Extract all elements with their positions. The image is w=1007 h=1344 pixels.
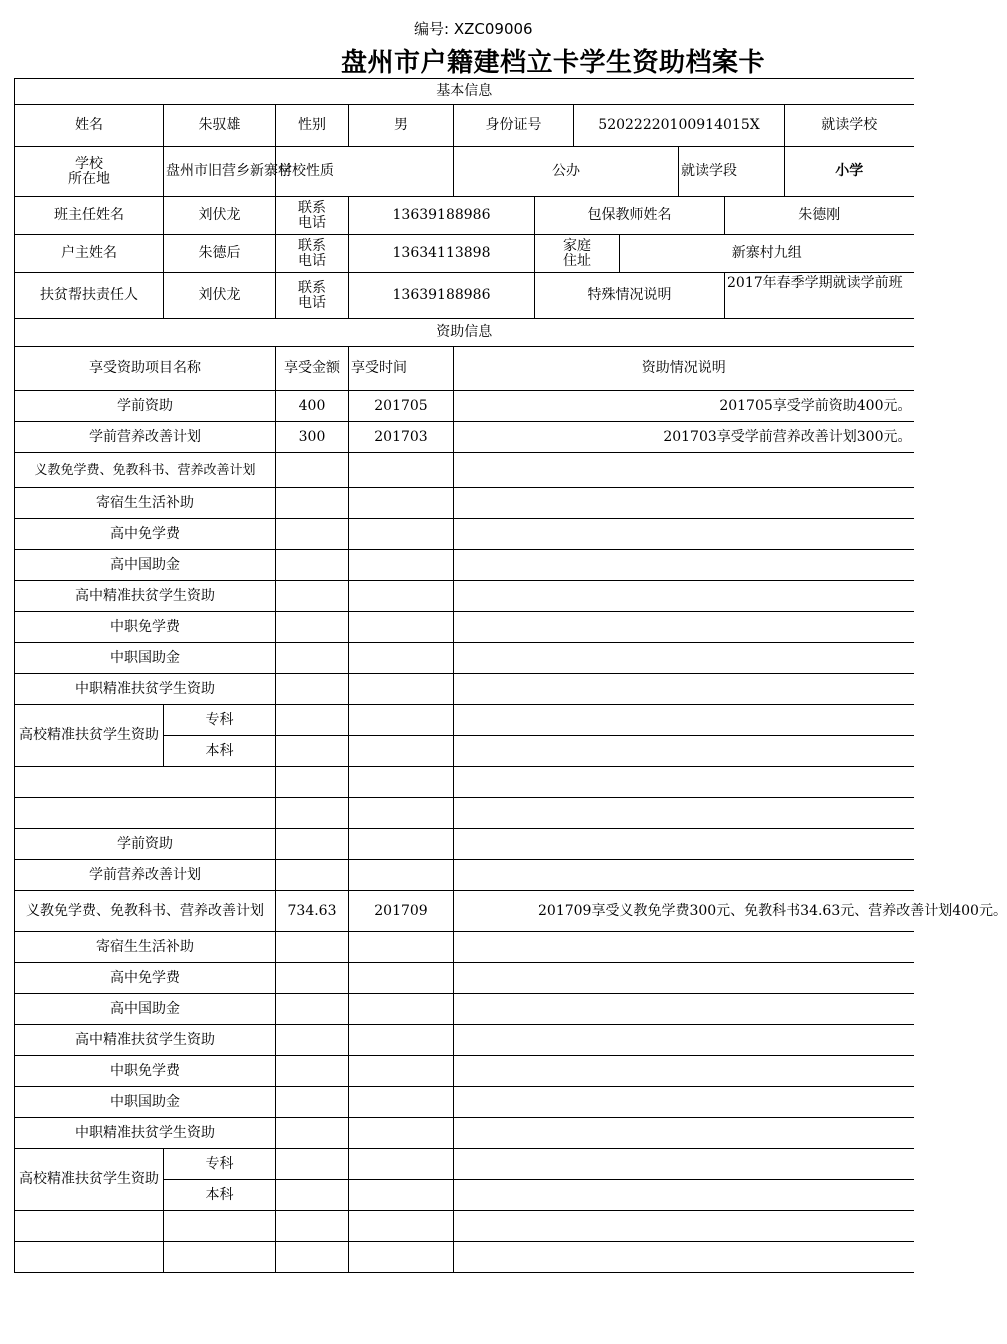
home-address-value: 新寨村九组	[620, 235, 914, 273]
table-row	[15, 1149, 914, 1180]
aid-amount	[276, 860, 349, 891]
aid-amount	[276, 581, 349, 612]
school-type-label: 学校性质	[276, 147, 454, 197]
table-row	[15, 1025, 914, 1056]
special-situation-label: 特殊情况说明	[535, 273, 725, 319]
poverty-helper-label: 扶贫帮扶责任人	[15, 273, 164, 319]
aid-time	[349, 1211, 454, 1242]
aid-item: 高中免学费	[15, 519, 276, 550]
table-row	[15, 422, 914, 453]
aid-desc	[454, 1149, 914, 1180]
aid-amount	[276, 963, 349, 994]
phone-label-line2: 电话	[298, 252, 326, 269]
aid-desc	[454, 932, 914, 963]
college-aid-label: 高校精准扶贫学生资助	[15, 705, 164, 767]
school-location-label-line1: 学校	[75, 155, 103, 172]
aid-subitem	[164, 1211, 276, 1242]
aid-item: 义教免学费、免教科书、营养改善计划	[15, 453, 276, 488]
college-sub-bachelor: 本科	[164, 1180, 276, 1211]
school-location-label-line2: 所在地	[68, 170, 110, 187]
aid-time	[349, 643, 454, 674]
aid-item: 寄宿生生活补助	[15, 932, 276, 963]
aid-amount	[276, 994, 349, 1025]
table-row	[15, 581, 914, 612]
aid-desc	[454, 1025, 914, 1056]
poverty-helper-phone: 13639188986	[349, 273, 535, 319]
aid-desc	[454, 963, 914, 994]
aid-time	[349, 932, 454, 963]
aid-desc	[454, 550, 914, 581]
aid-item	[15, 798, 276, 829]
aid-item: 高中国助金	[15, 994, 276, 1025]
aid-amount	[276, 550, 349, 581]
stage-label: 就读学段	[679, 147, 785, 197]
aid-desc	[454, 860, 914, 891]
school-type-value: 公办	[454, 147, 679, 197]
aid-amount	[276, 488, 349, 519]
college-sub-junior: 专科	[164, 1149, 276, 1180]
table-row	[15, 994, 914, 1025]
aid-desc	[454, 453, 914, 488]
aid-time	[349, 963, 454, 994]
id-value: 52022220100914015X	[574, 105, 785, 147]
householder-label: 户主姓名	[15, 235, 164, 273]
table-row	[15, 1056, 914, 1087]
aid-item: 义教免学费、免教科书、营养改善计划	[15, 891, 276, 932]
table-row	[15, 1118, 914, 1149]
gender-value: 男	[349, 105, 454, 147]
householder-phone: 13634113898	[349, 235, 535, 273]
phone-label-line2: 电话	[298, 294, 326, 311]
table-row	[15, 674, 914, 705]
table-row	[15, 798, 914, 829]
aid-time: 201705	[349, 391, 454, 422]
col-header-item: 享受资助项目名称	[15, 347, 276, 391]
college-aid-label: 高校精准扶贫学生资助	[15, 1149, 164, 1211]
table-row	[15, 1242, 914, 1273]
aid-desc	[454, 1180, 914, 1211]
guarantee-teacher-label: 包保教师姓名	[535, 197, 725, 235]
aid-desc	[454, 705, 914, 736]
college-sub-bachelor: 本科	[164, 736, 276, 767]
aid-item: 学前资助	[15, 829, 276, 860]
aid-amount	[276, 612, 349, 643]
aid-time: 201703	[349, 422, 454, 453]
aid-desc	[454, 1087, 914, 1118]
table-row	[15, 519, 914, 550]
col-header-amount: 享受金额	[276, 347, 349, 391]
aid-amount: 400	[276, 391, 349, 422]
archive-code	[414, 18, 533, 39]
aid-item: 高中免学费	[15, 963, 276, 994]
aid-item: 中职国助金	[15, 1087, 276, 1118]
aid-time	[349, 1149, 454, 1180]
aid-time	[349, 1056, 454, 1087]
aid-desc	[454, 1211, 914, 1242]
aid-item: 高中精准扶贫学生资助	[15, 1025, 276, 1056]
table-row	[15, 860, 914, 891]
aid-amount	[276, 736, 349, 767]
aid-time	[349, 1180, 454, 1211]
school-location-value: 盘州市旧营乡新寨村	[164, 147, 276, 197]
aid-amount	[276, 1056, 349, 1087]
aid-time	[349, 453, 454, 488]
special-situation-value: 2017年春季学期就读学前班	[725, 273, 914, 319]
aid-time	[349, 612, 454, 643]
aid-amount	[276, 519, 349, 550]
archive-code-value: XZC09006	[453, 20, 533, 38]
aid-desc	[454, 1056, 914, 1087]
name-label: 姓名	[15, 105, 164, 147]
poverty-helper-phone-label	[276, 273, 349, 319]
aid-amount	[276, 643, 349, 674]
gender-label: 性别	[276, 105, 349, 147]
table-row	[15, 391, 914, 422]
aid-amount	[276, 1180, 349, 1211]
aid-amount	[276, 798, 349, 829]
aid-desc	[454, 1118, 914, 1149]
table-row	[15, 488, 914, 519]
aid-time	[349, 736, 454, 767]
aid-amount: 300	[276, 422, 349, 453]
head-teacher-value: 刘伏龙	[164, 197, 276, 235]
aid-desc: 201709享受义教免学费300元、免教科书34.63元、营养改善计划400元。	[454, 891, 914, 932]
id-label: 身份证号	[454, 105, 574, 147]
table-row	[15, 612, 914, 643]
phone-label-line2: 电话	[298, 214, 326, 231]
aid-time	[349, 705, 454, 736]
aid-time	[349, 488, 454, 519]
aid-desc	[454, 736, 914, 767]
aid-time	[349, 1242, 454, 1273]
table-row	[15, 1087, 914, 1118]
aid-item: 学前营养改善计划	[15, 860, 276, 891]
aid-amount	[276, 1149, 349, 1180]
archive-table	[14, 78, 1007, 1273]
aid-item: 学前资助	[15, 391, 276, 422]
aid-item: 寄宿生生活补助	[15, 488, 276, 519]
stage-value: 小学	[785, 147, 914, 197]
aid-desc	[454, 488, 914, 519]
phone-label-line1: 联系	[298, 199, 326, 216]
home-address-label-line1: 家庭	[563, 237, 591, 254]
aid-desc	[454, 612, 914, 643]
head-teacher-phone: 13639188986	[349, 197, 535, 235]
aid-time	[349, 519, 454, 550]
aid-desc	[454, 767, 914, 798]
aid-item	[15, 767, 276, 798]
householder-value: 朱德后	[164, 235, 276, 273]
aid-item: 中职国助金	[15, 643, 276, 674]
aid-item: 学前营养改善计划	[15, 422, 276, 453]
basic-info-section: 基本信息	[15, 79, 914, 105]
aid-item: 中职精准扶贫学生资助	[15, 674, 276, 705]
aid-time	[349, 581, 454, 612]
aid-item	[15, 1242, 164, 1273]
aid-amount	[276, 705, 349, 736]
table-row	[15, 767, 914, 798]
aid-time	[349, 994, 454, 1025]
table-row	[15, 963, 914, 994]
aid-amount	[276, 1118, 349, 1149]
table-row	[15, 453, 914, 488]
head-teacher-label: 班主任姓名	[15, 197, 164, 235]
aid-amount	[276, 453, 349, 488]
aid-subitem	[164, 1242, 276, 1273]
aid-desc	[454, 829, 914, 860]
page-title: 盘州市户籍建档立卡学生资助档案卡	[341, 48, 766, 78]
aid-amount	[276, 932, 349, 963]
aid-time	[349, 767, 454, 798]
name-value: 朱驭雄	[164, 105, 276, 147]
school-label: 就读学校	[785, 105, 914, 147]
home-address-label-line2: 住址	[563, 252, 591, 269]
aid-item: 中职免学费	[15, 1056, 276, 1087]
table-row	[15, 1211, 914, 1242]
aid-item: 高中国助金	[15, 550, 276, 581]
aid-time	[349, 860, 454, 891]
aid-desc	[454, 1242, 914, 1273]
aid-time: 201709	[349, 891, 454, 932]
table-row	[15, 891, 914, 932]
aid-amount	[276, 674, 349, 705]
aid-desc	[454, 581, 914, 612]
poverty-helper-value: 刘伏龙	[164, 273, 276, 319]
home-address-label	[535, 235, 620, 273]
table-row	[15, 829, 914, 860]
aid-amount	[276, 1025, 349, 1056]
aid-time	[349, 1087, 454, 1118]
aid-item: 中职精准扶贫学生资助	[15, 1118, 276, 1149]
archive-code-label: 编号:	[414, 20, 450, 38]
aid-time	[349, 1118, 454, 1149]
aid-time	[349, 829, 454, 860]
aid-amount	[276, 1242, 349, 1273]
aid-amount	[276, 1211, 349, 1242]
table-row	[15, 932, 914, 963]
col-header-desc: 资助情况说明	[454, 347, 914, 391]
aid-desc: 201703享受学前营养改善计划300元。	[454, 422, 914, 453]
aid-time	[349, 550, 454, 581]
aid-amount: 734.63	[276, 891, 349, 932]
aid-time	[349, 674, 454, 705]
aid-time	[349, 1025, 454, 1056]
aid-desc	[454, 519, 914, 550]
aid-item: 高中精准扶贫学生资助	[15, 581, 276, 612]
phone-label-line1: 联系	[298, 279, 326, 296]
college-sub-junior: 专科	[164, 705, 276, 736]
aid-item	[15, 1211, 164, 1242]
aid-info-section: 资助信息	[15, 319, 914, 347]
phone-label-line1: 联系	[298, 237, 326, 254]
aid-desc	[454, 994, 914, 1025]
householder-phone-label	[276, 235, 349, 273]
aid-desc	[454, 798, 914, 829]
school-location-label	[15, 147, 164, 197]
aid-desc	[454, 674, 914, 705]
aid-time	[349, 798, 454, 829]
aid-amount	[276, 767, 349, 798]
col-header-time: 享受时间	[349, 347, 454, 391]
aid-desc	[454, 643, 914, 674]
head-teacher-phone-label	[276, 197, 349, 235]
aid-item: 中职免学费	[15, 612, 276, 643]
table-row	[15, 705, 914, 736]
aid-desc: 201705享受学前资助400元。	[454, 391, 914, 422]
aid-amount	[276, 1087, 349, 1118]
table-row	[15, 643, 914, 674]
guarantee-teacher-value: 朱德刚	[725, 197, 914, 235]
table-row	[15, 550, 914, 581]
aid-amount	[276, 829, 349, 860]
